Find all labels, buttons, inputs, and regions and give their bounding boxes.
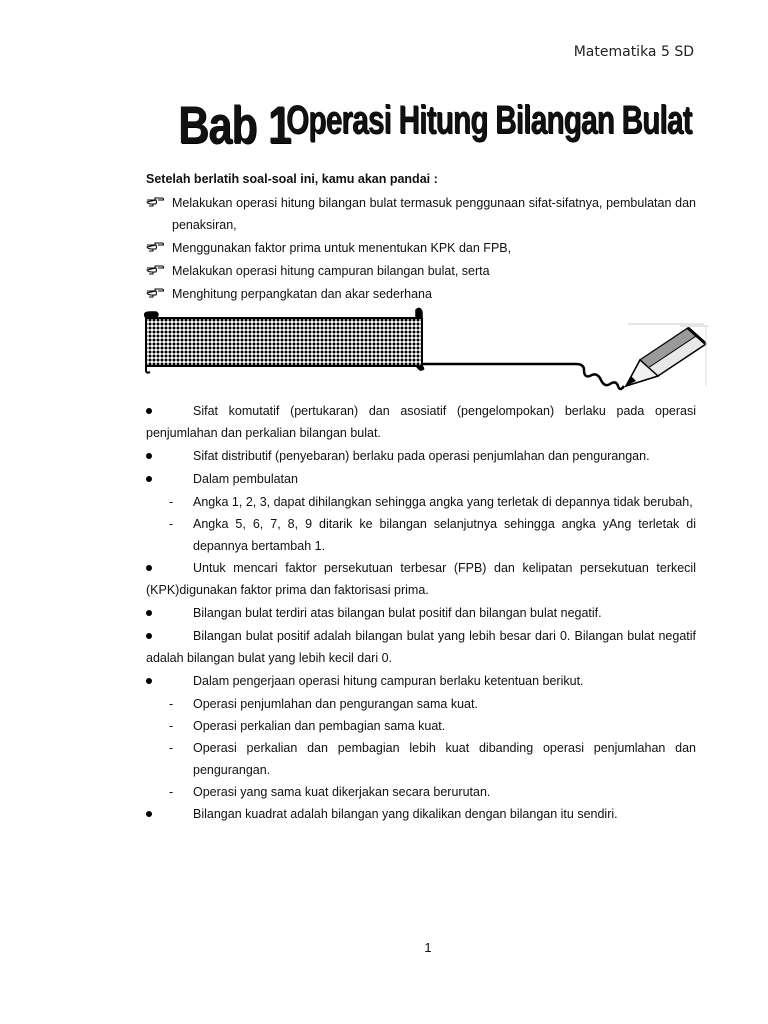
pointing-hand-icon (146, 264, 164, 276)
sub-list-item-text: Operasi perkalian dan pembagian lebih kuat dibanding operasi penjumlahan dan pengurangan. (193, 741, 696, 777)
summary-content (146, 400, 696, 826)
sub-list-item-text: Operasi perkalian dan pembagian sama kuat. (193, 719, 446, 733)
sub-list-item (146, 781, 696, 803)
learning-goals (146, 172, 696, 306)
dash-icon: - (169, 495, 174, 509)
list-item (146, 557, 696, 601)
chapter-number: Bab 1 (178, 95, 291, 155)
sub-list-item (146, 513, 696, 557)
goal-text: Melakukan operasi hitung bilangan bulat termasuk penggunaan sifat-sifatnya, pembulatan dan penaksiran, (172, 196, 696, 232)
summary-list (146, 400, 696, 825)
scroll-banner-graphic (140, 306, 710, 396)
sub-list-item-text: Angka 5, 6, 7, 8, 9 ditarik ke bilangan selanjutnya sehingga angka yAng terletak di depannya bertambah 1. (193, 517, 696, 553)
sub-list-item-text: Operasi penjumlahan dan pengurangan sama kuat. (193, 697, 478, 711)
goal-text: Menggunakan faktor prima untuk menentukan KPK dan FPB, (172, 241, 512, 255)
learning-goals-lead: Setelah berlatih soal-soal ini, kamu akan pandai : (146, 172, 438, 186)
pointing-hand-icon (146, 241, 164, 253)
list-item-text: Bilangan bulat positif adalah bilangan bulat yang lebih besar dari 0. Bilangan bulat negatif adalah bilangan bulat yang lebih kecil dari 0. (146, 629, 696, 665)
bullet-icon (146, 610, 152, 616)
list-item (146, 400, 696, 444)
list-item-text: Sifat distributif (penyebaran) berlaku pada operasi penjumlahan dan pengurangan. (193, 449, 650, 463)
list-item (146, 670, 696, 692)
bullet-icon (146, 565, 152, 571)
bullet-icon (146, 633, 152, 639)
running-header: Matematika 5 SD (573, 44, 694, 60)
bullet-icon (146, 678, 152, 684)
dash-icon: - (169, 741, 174, 755)
pencil-icon (626, 324, 708, 386)
bullet-icon (146, 453, 152, 459)
list-item (146, 445, 696, 467)
sub-list-item-text: Angka 1, 2, 3, dapat dihilangkan sehingga angka yang terletak di depannya tidak berubah, (193, 495, 693, 509)
chapter-title (178, 94, 708, 160)
list-item-text: Bilangan kuadrat adalah bilangan yang dikalikan dengan bilangan itu sendiri. (193, 807, 618, 821)
dash-icon: - (169, 697, 174, 711)
list-item (146, 468, 696, 490)
list-item (146, 602, 696, 624)
summary-banner (140, 306, 710, 396)
sub-list-item (146, 737, 696, 781)
list-item-text: Dalam pembulatan (193, 472, 298, 486)
sub-list-item (146, 693, 696, 715)
goal-item (146, 237, 696, 259)
goal-text: Melakukan operasi hitung campuran bilangan bulat, serta (172, 264, 490, 278)
dash-icon: - (169, 785, 174, 799)
page-number: 1 (424, 940, 432, 955)
dash-icon: - (169, 517, 174, 531)
pointing-hand-icon (146, 196, 164, 208)
sub-list-item (146, 491, 696, 513)
sub-list-item-text: Operasi yang sama kuat dikerjakan secara berurutan. (193, 785, 491, 799)
dash-icon: - (169, 719, 174, 733)
goal-item (146, 192, 696, 236)
bullet-icon (146, 811, 152, 817)
list-item (146, 803, 696, 825)
sub-list-item (146, 715, 696, 737)
chapter-title-text: Operasi Hitung Bilangan Bulat (286, 98, 692, 143)
bullet-icon (146, 476, 152, 482)
goal-item (146, 260, 696, 282)
list-item-text: Dalam pengerjaan operasi hitung campuran berlaku ketentuan berikut. (193, 674, 584, 688)
goal-item (146, 283, 696, 305)
list-item-text: Bilangan bulat terdiri atas bilangan bulat positif dan bilangan bulat negatif. (193, 606, 602, 620)
goal-list (146, 192, 696, 305)
bullet-icon (146, 408, 152, 414)
list-item-text: Untuk mencari faktor persekutuan terbesar (FPB) dan kelipatan persekutuan terkecil (KPK)digunakan faktor prima dan faktorisasi prima. (146, 561, 696, 597)
list-item-text: Sifat komutatif (pertukaran) dan asosiatif (pengelompokan) berlaku pada operasi penjumlahan dan perkalian bilangan bulat. (146, 404, 696, 440)
list-item (146, 625, 696, 669)
goal-text: Menghitung perpangkatan dan akar sederhana (172, 287, 432, 301)
pointing-hand-icon (146, 287, 164, 299)
